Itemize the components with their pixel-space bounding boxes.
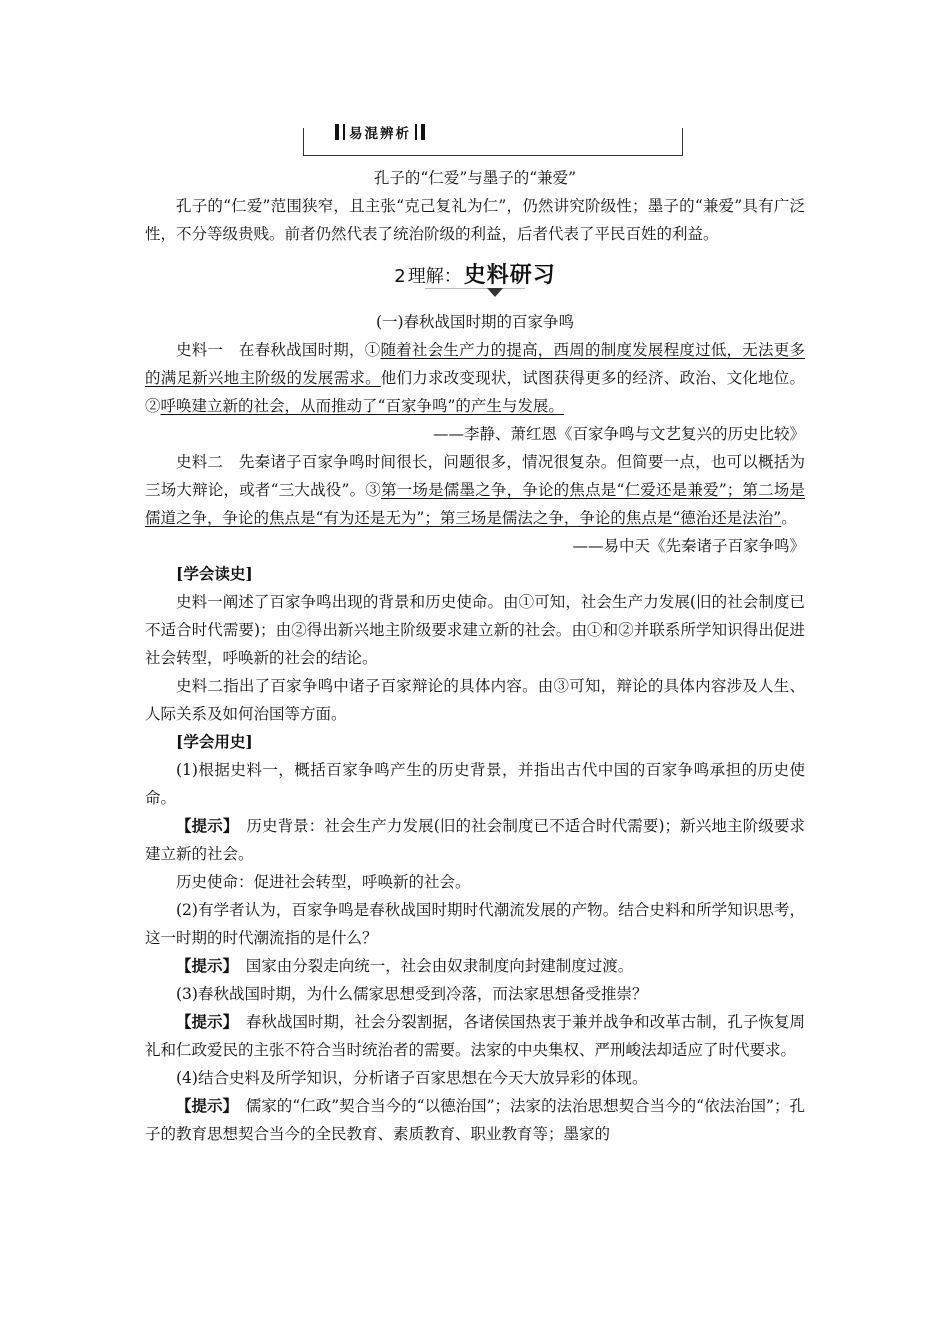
shiliao1-underline1: 随着社会生产力的提高，西周的制度发展程度过低，无法更多的满足新兴地主阶级的发展需求。: [145, 341, 805, 387]
shiliao2-underline: 第一场是儒墨之争，争论的焦点是“仁爱还是兼爱”；第二场是儒道之争，争论的焦点是“有为还是无为”；第三场是儒法之争，争论的焦点是“德治还是法治”: [145, 481, 805, 527]
hint-tag: 【提示】: [176, 1012, 231, 1031]
section-title: 史料研习: [463, 263, 556, 288]
xuehui-dushi-p2: 史料二指出了百家争鸣中诸子百家辩论的具体内容。由③可知，辩论的具体内容涉及人生、人际关系及如何治国等方面。: [145, 677, 805, 723]
yihun-body: 孔子的“仁爱”范围狭窄，且主张“克己复礼为仁”，仍然讲究阶级性；墨子的“兼爱”具有广泛性，不分等级贵贱。前者仍然代表了统治阶级的利益，后者代表了平民百姓的利益。: [145, 197, 805, 243]
answer-4-text: 儒家的“仁政”契合当今的“以德治国”；法家的法治思想契合当今的“依法治国”；孔子的教育思想契合当今的全民教育、素质教育、职业教育等；墨家的: [145, 1097, 805, 1143]
bar-decoration-icon: [343, 124, 345, 140]
bar-decoration-icon: [421, 124, 425, 140]
shiliao2-lead: 史料二 先秦诸子百家争鸣时间很长，问题很多，情况很复杂。但简要一点，也可以概括为三场大辩论，或者“三大战役”。③: [145, 453, 805, 499]
shiliao2-paragraph: [145, 448, 805, 532]
xuehui-dushi-heading: [学会读史]: [176, 564, 253, 583]
section-number: 2: [394, 266, 406, 287]
hint-tag: 【提示】: [176, 956, 231, 975]
question-2: (2)有学者认为，百家争鸣是春秋战国时期时代潮流发展的产物。结合史料和所学知识思考，这一时期的时代潮流指的是什么？: [145, 901, 805, 947]
yihun-header-box: [303, 118, 683, 162]
xuehui-yongshi-heading: [学会用史]: [176, 732, 253, 751]
answer-1b: 历史使命：促进社会转型，呼唤新的社会。: [176, 873, 471, 891]
subtitle: (一)春秋战国时期的百家争鸣: [375, 313, 575, 331]
shiliao1-source: ——李静、萧红恩《百家争鸣与文艺复兴的历史比较》: [432, 425, 805, 443]
section-sub: 理解：: [407, 266, 462, 287]
triangle-down-icon: [487, 288, 503, 297]
shiliao2-source: ——易中天《先秦诸子百家争鸣》: [572, 537, 805, 555]
yihun-title-tab: [327, 118, 433, 146]
shiliao2-end: 。: [781, 509, 797, 527]
section-underline: [425, 288, 525, 289]
answer-2-text: 国家由分裂走向统一，社会由奴隶制度向封建制度过渡。: [230, 957, 634, 975]
answer-2: [145, 952, 805, 980]
hint-tag: 【提示】: [176, 1096, 231, 1115]
bar-decoration-icon: [415, 124, 417, 140]
yihun-header-text: 易混辨析: [349, 126, 411, 142]
question-4: (4)结合史料及所学知识，分析诸子百家思想在今天大放异彩的体现。: [176, 1069, 648, 1087]
question-3: (3)春秋战国时期，为什么儒家思想受到冷落，而法家思想备受推崇？: [176, 985, 648, 1003]
xuehui-dushi-p1: 史料一阐述了百家争鸣出现的背景和历史使命。由①可知，社会生产力发展(旧的社会制度已不适合时代需要)；由②得出新兴地主阶级要求建立新的社会。由①和②并联系所学知识得出促进社会转型，呼唤新的社会的结论。: [145, 593, 805, 667]
question-1: (1)根据史料一，概括百家争鸣产生的历史背景，并指出古代中国的百家争鸣承担的历史使命。: [145, 761, 805, 807]
answer-1: [145, 812, 805, 868]
hint-tag: 【提示】: [176, 816, 231, 835]
document-page: [145, 118, 805, 1148]
shiliao1-middle: 他们力求改变现状，试图获得更多的经济、政治、文化地位。②: [145, 369, 805, 415]
shiliao1-paragraph: [145, 336, 805, 420]
bar-decoration-icon: [335, 124, 339, 140]
answer-3-text: 春秋战国时期，社会分裂割据，各诸侯国热衷于兼并战争和改革古制，孔子恢复周礼和仁政爱民的主张不符合当时统治者的需要。法家的中央集权、严刑峻法却适应了时代要求。: [145, 1013, 805, 1059]
answer-4: [145, 1092, 805, 1148]
yihun-title: 孔子的“仁爱”与墨子的“兼爱”: [373, 169, 577, 187]
answer-3: [145, 1008, 805, 1064]
shiliao1-underline2: 呼唤建立新的社会，从而推动了“百家争鸣”的产生与发展。: [160, 397, 564, 415]
answer-1-text: 历史背景：社会生产力发展(旧的社会制度已不适合时代需要)；新兴地主阶级要求建立新的社会。: [145, 817, 805, 863]
section-header: [145, 258, 805, 304]
shiliao1-label: 史料一 在春秋战国时期，①: [176, 341, 381, 359]
